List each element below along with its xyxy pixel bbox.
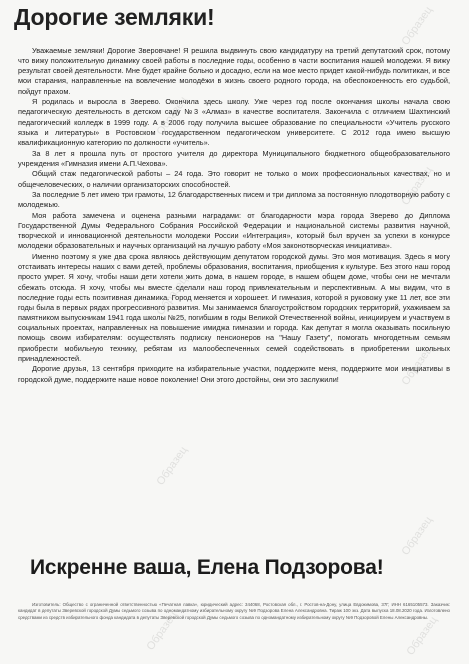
paragraph: Дорогие друзья, 13 сентября приходите на избирательные участки, поддержите меня, поддержите мои инициативы в городской думе, поддержите наше новое поколение! Они этого достойны, они это заслужили! — [18, 364, 450, 384]
watermark: Образец — [399, 4, 435, 48]
watermark: Образец — [154, 274, 190, 318]
watermark: Образец — [154, 94, 190, 138]
imprint-text: Изготовитель: Общество с ограниченной ответственностью «Печатная лавка», юридический адрес: 344068, Ростовская обл., г. Ростов-на-Дону, улица Евдокимова, 37Г, ИНН 6165105573. Заказчик: кандидат в депутаты Зверевской городской Думы седьмого созыва по одномандатному избирательному округу №9 Подзорова Елена Александровна. Тираж 100 экз. Дата выпуска 18.08.2020 года. Изготовлено средствами из средств избирательного фонда кандидата в депутаты Зверевской городской Думы седьмого созыва по одномандатному избирательному округу №9 Подзоровой Елены Александровны. — [18, 602, 450, 620]
paragraph: Общий стаж педагогической работы – 24 года. Это говорит не только о моих профессиональных качествах, но и общечеловеческих, о наличии организаторских способностей. — [18, 169, 450, 189]
paragraph: Именно поэтому я уже два срока являюсь действующим депутатом городской думы. Это моя мотивация. Здесь я могу отстаивать интересы наших с вами детей, проблемы образования, воспитания, приобщения к культуре. Без этого наш город просто умрет. Я хочу, чтобы наши дети хотели жить дома, в нашем городе, в нашем общем доме, чтобы они не мечтали сбежать отсюда. Я хочу, чтобы мы вместе сделали наш город привлекательным и перспективным. А мы видим, что в последние годы есть позитивная динамика. Город меняется и хорошеет. И гимназия, которой я руковожу уже 11 лет, все эти годы была в первых рядах прогрессивного развития. Мы занимаемся благоустройством городских территорий, ухаживаем за памятником выпускникам 1941 года школы №25, погибшим в годы Великой Отечественной войны, инициируем и участвуем в социальных проектах, направленных на повышение имиджа гимназии и города. Как депутат я могла оказывать посильную помощь своим избирателям: осуществлять подписку пенсионеров на "Нашу Газету", помогать многодетным семьям приобрести мобильную технику, ребятам из малообеспеченных семей содействовать в приобретении школьных принадлежностей. — [18, 252, 450, 363]
watermark: Образец — [154, 444, 190, 488]
watermark: Образец — [399, 164, 435, 208]
paragraph: Я родилась и выросла в Зверево. Окончила здесь школу. Уже через год после окончания школы начала свою педагогическую деятельность в детском саду №3 «Алмаз» в качестве воспитателя. Закончила с отличием Шахтинский педагогический колледж в 1999 году. А в 2006 году получила высшее образование по специальности «Учитель русского языка и литературы» в Ростовском государственном педагогическом университете. С 2012 года имею высшую квалификационную категорию по должности «учитель». — [18, 97, 450, 147]
paragraph: Моя работа замечена и оценена разными наградами: от благодарности мэра города Зверево до Диплома Государственной Думы Федерального Собрания Российской Федерации и национальной системы развития научной, творческой и инновационной деятельности молодежи России «Интеграция», который был вручен за успехи в конкурсе молодежи образовательных и научных организаций на лучшую работу «Моя законотворческая инициатива». — [18, 211, 450, 251]
watermark: Образец — [399, 514, 435, 558]
imprint-block — [18, 602, 450, 621]
paragraph: За последние 5 лет имею три грамоты, 12 благодарственных писем и три диплома за постоянную плодотворную работу с молодежью. — [18, 190, 450, 210]
watermark: Образец — [144, 609, 180, 653]
paragraph: За 8 лет я прошла путь от простого учителя до директора Муниципального бюджетного общеобразовательного учреждения «Гимназия имени А.П.Чехова». — [18, 148, 450, 168]
watermark: Образец — [404, 614, 440, 658]
paragraph: Уважаемые земляки! Дорогие Зверовчане! Я решила выдвинуть свою кандидатуру на третий депутатский срок, потому что вижу положительную динамику своей работы в последние годы, особенно в части воспитания нашей молодежи. Я вижу результат своей деятельности. Мне будет крайне больно и досадно, если на мое место придет какой-нибудь политикан, и все мои старания, направленные на вовлечение молодёжи в жизнь своего родного города, на обеспокоенность его судьбой, пойдут прахом. — [18, 46, 450, 96]
letter-body — [18, 46, 450, 388]
watermark: Образец — [399, 344, 435, 388]
page-title: Дорогие земляки! — [14, 4, 215, 30]
closing-signature: Искренне ваша, Елена Подзорова! — [30, 556, 384, 579]
